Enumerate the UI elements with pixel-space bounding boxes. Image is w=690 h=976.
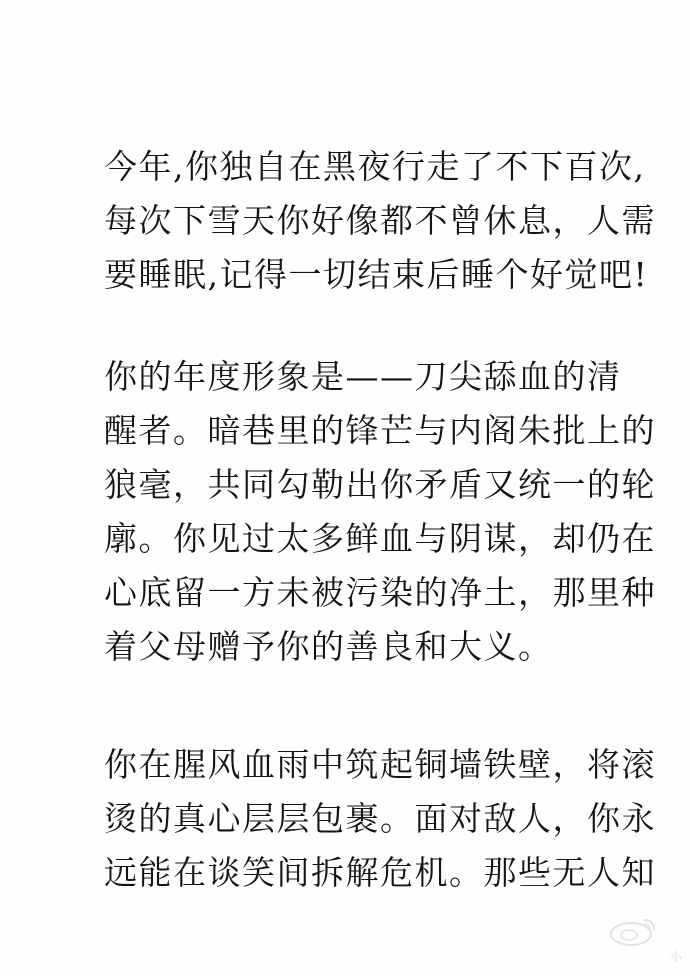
paragraph-line: 廓。你见过太多鲜血与阴谋，却仍在 — [104, 519, 656, 558]
paragraph-line: 醒者。暗巷里的锋芒与内阁朱批上的 — [104, 411, 656, 450]
paragraph-line: 你的年度形象是——刀尖舔血的清 — [104, 357, 622, 396]
paragraph-1 — [104, 140, 656, 302]
paragraph-line: 狼毫，共同勾勒出你矛盾又统一的轮 — [104, 465, 656, 504]
paragraph-line: 着父母赠予你的善良和大义。 — [104, 627, 553, 666]
paragraph-line: 要睡眠,记得一切结束后睡个好觉吧! — [104, 255, 649, 294]
paragraph-line: 远能在谈笑间拆解危机。那些无人知 — [104, 853, 656, 892]
watermark — [586, 914, 682, 968]
watermark-text: 小 — [669, 950, 682, 964]
paragraph-line: 今年,你独自在黑夜行走了不下百次, — [104, 147, 646, 186]
paragraph-line: 每次下雪天你好像都不曾休息，人需 — [104, 201, 656, 240]
weibo-logo-icon — [604, 914, 662, 948]
paragraph-line: 心底留一方未被污染的净土，那里种 — [104, 573, 656, 612]
paragraph-2 — [104, 350, 656, 674]
paragraph-line: 你在腥风血雨中筑起铜墙铁壁，将滚 — [104, 745, 656, 784]
paragraph-3 — [104, 738, 656, 900]
paragraph-line: 烫的真心层层包裹。面对敌人，你永 — [104, 799, 656, 838]
